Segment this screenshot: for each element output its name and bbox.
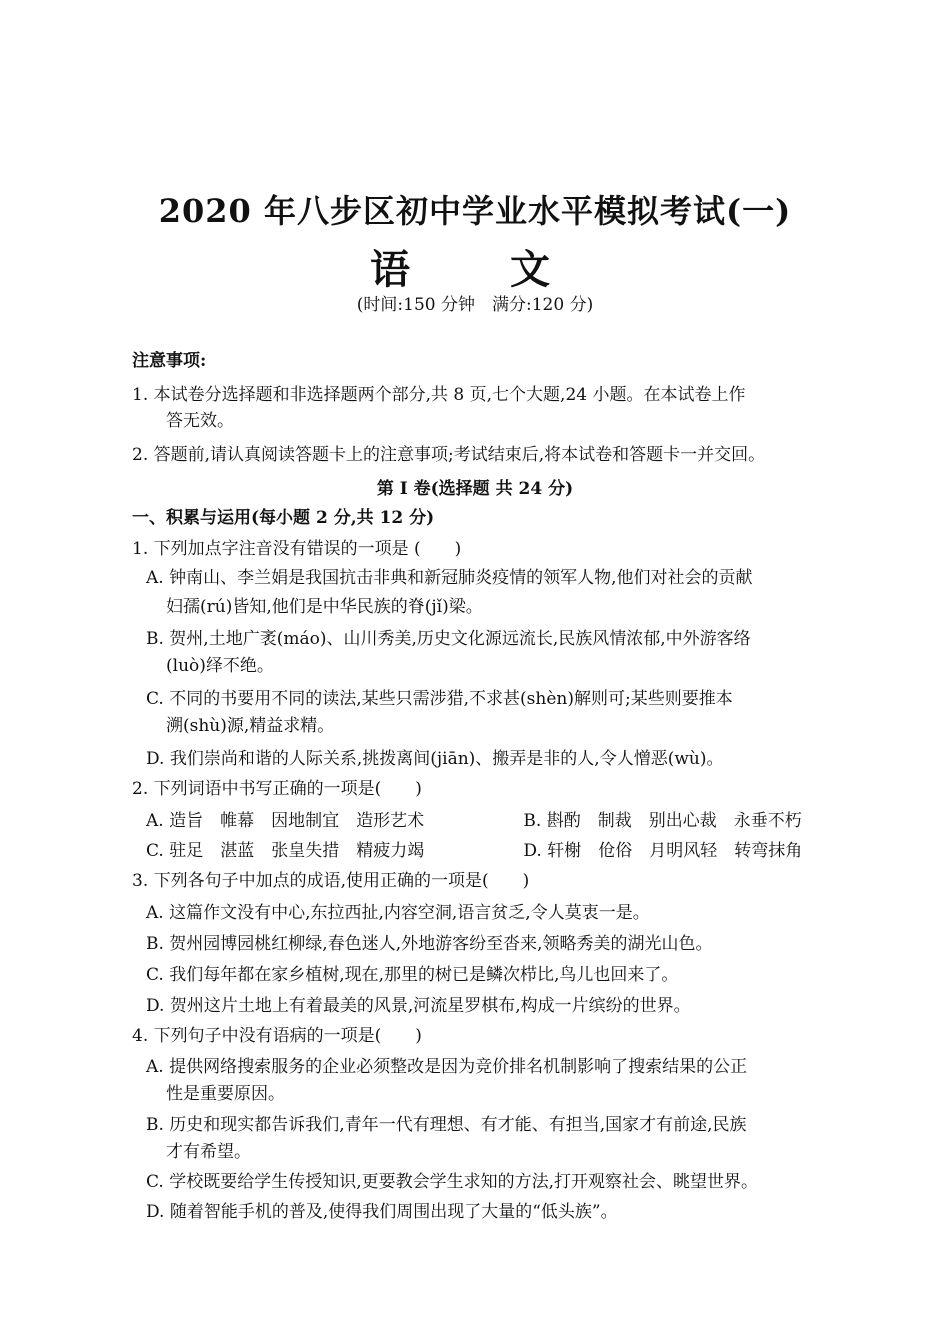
q4-option-a: A. 提供网络搜索服务的企业必须整改是因为竞价排名机制影响了搜索结果的公正	[146, 1057, 748, 1077]
q1-option-a-cont: 妇孺(rú)皆知,他们是中华民族的脊(jǐ)梁。	[166, 597, 483, 617]
q1-stem: 1. 下列加点字注音没有错误的一项是 ( )	[132, 539, 462, 559]
notes-heading: 注意事项:	[132, 351, 207, 371]
q1-option-b: B. 贺州,土地广袤(máo)、山川秀美,历史文化源远流长,民族风情浓郁,中外游客络	[146, 629, 751, 649]
q2-row-1	[146, 806, 802, 831]
notes-item-1-cont: 答无效。	[166, 411, 234, 431]
section-1-heading: 一、积累与运用(每小题 2 分,共 12 分)	[132, 508, 435, 528]
q2-option-a: A. 造旨 帷幕 因地制宜 造形艺术	[146, 811, 425, 831]
q4-option-b: B. 历史和现实都告诉我们,青年一代有理想、有才能、有担当,国家才有前途,民族	[146, 1115, 747, 1135]
q3-option-a: A. 这篇作文没有中心,东拉西扯,内容空洞,语言贫乏,令人莫衷一是。	[146, 903, 650, 923]
q3-option-d: D. 贺州这片土地上有着最美的风景,河流星罗棋布,构成一片缤纷的世界。	[146, 996, 691, 1016]
notes-item-2: 2. 答题前,请认真阅读答题卡上的注意事项;考试结束后,将本试卷和答题卡一并交回。	[132, 445, 766, 465]
q1-option-d: D. 我们崇尚和谐的人际关系,挑拨离间(jiān)、搬弄是非的人,令人憎恶(wù)。	[146, 749, 724, 769]
q3-option-b: B. 贺州园博园桃红柳绿,春色迷人,外地游客纷至沓来,领略秀美的湖光山色。	[146, 934, 713, 954]
q1-option-c-cont: 溯(shù)源,精益求精。	[166, 716, 335, 736]
q3-option-c: C. 我们每年都在家乡植树,现在,那里的树已是鳞次栉比,鸟儿也回来了。	[146, 965, 679, 985]
q4-option-a-cont: 性是重要原因。	[166, 1084, 285, 1104]
exam-title: 2020 年八步区初中学业水平模拟考试(一)	[158, 192, 792, 230]
notes-item-1: 1. 本试卷分选择题和非选择题两个部分,共 8 页,七个大题,24 小题。在本试卷上作	[132, 385, 746, 405]
q3-stem: 3. 下列各句子中加点的成语,使用正确的一项是( )	[132, 871, 530, 891]
subject-title: 语 文	[370, 246, 580, 293]
q4-option-d: D. 随着智能手机的普及,使得我们周围出现了大量的“低头族”。	[146, 1202, 618, 1222]
q1-option-c: C. 不同的书要用不同的读法,某些只需涉猎,不求甚(shèn)解则可;某些则要推本	[146, 689, 733, 709]
q4-option-b-cont: 才有希望。	[166, 1142, 251, 1162]
part-1-heading: 第 I 卷(选择题 共 24 分)	[376, 479, 574, 499]
q4-stem: 4. 下列句子中没有语病的一项是( )	[132, 1026, 422, 1046]
q2-option-b: B. 斟酌 制裁 别出心裁 永垂不朽	[523, 811, 802, 831]
q4-option-c: C. 学校既要给学生传授知识,更要教会学生求知的方法,打开观察社会、眺望世界。	[146, 1172, 759, 1192]
exam-timing: (时间:150 分钟 满分:120 分)	[356, 295, 594, 315]
q2-row-2	[146, 836, 802, 861]
q2-option-d: D. 轩榭 伧俗 月明风轻 转弯抹角	[523, 841, 803, 861]
q1-option-a: A. 钟南山、李兰娟是我国抗击非典和新冠肺炎疫情的领军人物,他们对社会的贡献	[146, 568, 753, 588]
q2-option-c: C. 驻足 湛蓝 张皇失措 精疲力竭	[146, 841, 425, 861]
q1-option-b-cont: (luò)绎不绝。	[166, 656, 274, 676]
q2-stem: 2. 下列词语中书写正确的一项是( )	[132, 779, 422, 799]
